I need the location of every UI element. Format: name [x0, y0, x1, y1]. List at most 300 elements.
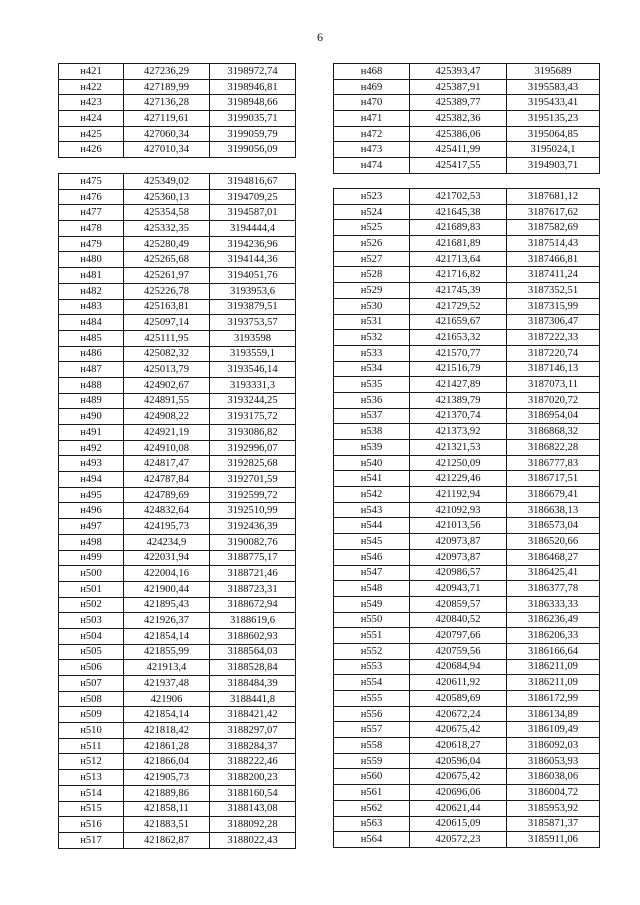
x-coordinate-cell: 421906 — [124, 691, 210, 707]
table-row — [59, 785, 296, 801]
point-id-cell: н514 — [59, 785, 124, 801]
x-coordinate-cell: 421645,38 — [410, 204, 507, 220]
y-coordinate-cell: 3193753,57 — [210, 315, 296, 331]
point-id-cell: н523 — [334, 189, 410, 205]
y-coordinate-cell: 3193244,25 — [210, 393, 296, 409]
x-coordinate-cell: 422004,16 — [124, 566, 210, 582]
point-id-cell: н493 — [59, 456, 124, 472]
table-row — [59, 79, 296, 95]
y-coordinate-cell: 3188143,08 — [210, 801, 296, 817]
x-coordinate-cell: 421370,74 — [410, 408, 507, 424]
x-coordinate-cell: 425354,58 — [124, 205, 210, 221]
point-id-cell: н516 — [59, 817, 124, 833]
point-id-cell: н544 — [334, 518, 410, 534]
x-coordinate-cell: 420840,52 — [410, 612, 507, 628]
y-coordinate-cell: 3192825,68 — [210, 456, 296, 472]
x-coordinate-cell: 421937,48 — [124, 676, 210, 692]
table-row — [334, 298, 600, 314]
y-coordinate-cell: 3198946,81 — [210, 79, 296, 95]
y-coordinate-cell: 3188484,39 — [210, 676, 296, 692]
x-coordinate-cell: 425417,55 — [410, 158, 507, 174]
x-coordinate-cell: 424195,73 — [124, 519, 210, 535]
point-id-cell: н499 — [59, 550, 124, 566]
point-id-cell: н551 — [334, 628, 410, 644]
x-coordinate-cell: 425360,13 — [124, 189, 210, 205]
point-id-cell: н478 — [59, 221, 124, 237]
point-id-cell: н496 — [59, 503, 124, 519]
y-coordinate-cell: 3188421,42 — [210, 707, 296, 723]
x-coordinate-cell: 427189,99 — [124, 79, 210, 95]
y-coordinate-cell: 3193086,82 — [210, 425, 296, 441]
point-id-cell: н473 — [334, 142, 410, 158]
y-coordinate-cell: 3188284,37 — [210, 738, 296, 754]
point-id-cell: н424 — [59, 111, 124, 127]
x-coordinate-cell: 421716,82 — [410, 267, 507, 283]
table-row — [334, 204, 600, 220]
table-row — [334, 314, 600, 330]
table-row — [59, 346, 296, 362]
y-coordinate-cell: 3192996,07 — [210, 440, 296, 456]
point-id-cell: н507 — [59, 676, 124, 692]
y-coordinate-cell: 3186573,04 — [507, 518, 600, 534]
y-coordinate-cell: 3186166,64 — [507, 643, 600, 659]
point-id-cell: н534 — [334, 361, 410, 377]
y-coordinate-cell: 3188528,84 — [210, 660, 296, 676]
table-row — [334, 64, 600, 80]
table-row — [59, 519, 296, 535]
point-id-cell: н479 — [59, 236, 124, 252]
point-id-cell: н511 — [59, 738, 124, 754]
x-coordinate-cell: 420859,57 — [410, 596, 507, 612]
table-row — [59, 613, 296, 629]
point-id-cell: н558 — [334, 738, 410, 754]
x-coordinate-cell: 427010,34 — [124, 142, 210, 158]
point-id-cell: н481 — [59, 268, 124, 284]
table-row — [334, 361, 600, 377]
x-coordinate-cell: 420696,06 — [410, 785, 507, 801]
point-id-cell: н556 — [334, 706, 410, 722]
y-coordinate-cell: 3188775,17 — [210, 550, 296, 566]
x-coordinate-cell: 424910,08 — [124, 440, 210, 456]
y-coordinate-cell: 3187146,13 — [507, 361, 600, 377]
x-coordinate-cell: 421745,39 — [410, 283, 507, 299]
table-row — [334, 534, 600, 550]
x-coordinate-cell: 420675,42 — [410, 722, 507, 738]
table-row — [59, 566, 296, 582]
point-id-cell: н486 — [59, 346, 124, 362]
table-row — [59, 174, 296, 190]
y-coordinate-cell: 3195064,85 — [507, 126, 600, 142]
table-row — [334, 800, 600, 816]
x-coordinate-cell: 425111,95 — [124, 330, 210, 346]
x-coordinate-cell: 421229,46 — [410, 471, 507, 487]
table-row — [59, 221, 296, 237]
point-id-cell: н501 — [59, 581, 124, 597]
x-coordinate-cell: 421895,43 — [124, 597, 210, 613]
table-row — [334, 565, 600, 581]
y-coordinate-cell: 3186172,99 — [507, 691, 600, 707]
y-coordinate-cell: 3195024,1 — [507, 142, 600, 158]
x-coordinate-cell: 425280,49 — [124, 236, 210, 252]
y-coordinate-cell: 3188022,43 — [210, 832, 296, 848]
point-id-cell: н525 — [334, 220, 410, 236]
table-row — [334, 189, 600, 205]
x-coordinate-cell: 421729,52 — [410, 298, 507, 314]
point-id-cell: н524 — [334, 204, 410, 220]
x-coordinate-cell: 427119,61 — [124, 111, 210, 127]
point-id-cell: н426 — [59, 142, 124, 158]
y-coordinate-cell: 3186377,78 — [507, 581, 600, 597]
table-row — [334, 471, 600, 487]
point-id-cell: н508 — [59, 691, 124, 707]
y-coordinate-cell: 3186109,49 — [507, 722, 600, 738]
table-row — [59, 283, 296, 299]
x-coordinate-cell: 425226,78 — [124, 283, 210, 299]
x-coordinate-cell: 424902,67 — [124, 377, 210, 393]
point-id-cell: н527 — [334, 251, 410, 267]
x-coordinate-cell: 425389,77 — [410, 95, 507, 111]
x-coordinate-cell: 427236,29 — [124, 64, 210, 80]
y-coordinate-cell: 3187306,47 — [507, 314, 600, 330]
x-coordinate-cell: 425082,32 — [124, 346, 210, 362]
table-row — [334, 581, 600, 597]
y-coordinate-cell: 3186092,03 — [507, 738, 600, 754]
table-row — [334, 455, 600, 471]
x-coordinate-cell: 420615,09 — [410, 816, 507, 832]
table-row — [334, 440, 600, 456]
point-id-cell: н562 — [334, 800, 410, 816]
y-coordinate-cell: 3186468,27 — [507, 549, 600, 565]
point-id-cell: н560 — [334, 769, 410, 785]
y-coordinate-cell: 3195583,43 — [507, 79, 600, 95]
x-coordinate-cell: 420797,66 — [410, 628, 507, 644]
table-row — [334, 753, 600, 769]
table-row — [59, 581, 296, 597]
x-coordinate-cell: 421570,77 — [410, 345, 507, 361]
point-id-cell: н483 — [59, 299, 124, 315]
table-row — [59, 205, 296, 221]
point-id-cell: н492 — [59, 440, 124, 456]
x-coordinate-cell: 420973,87 — [410, 534, 507, 550]
table-row — [59, 534, 296, 550]
x-coordinate-cell: 420572,23 — [410, 832, 507, 848]
x-coordinate-cell: 421321,53 — [410, 440, 507, 456]
table-row — [59, 503, 296, 519]
table-row — [334, 628, 600, 644]
x-coordinate-cell: 420759,56 — [410, 643, 507, 659]
y-coordinate-cell: 3188160,54 — [210, 785, 296, 801]
x-coordinate-cell: 425097,14 — [124, 315, 210, 331]
x-coordinate-cell: 421713,64 — [410, 251, 507, 267]
table-row — [334, 408, 600, 424]
table-row — [59, 456, 296, 472]
y-coordinate-cell: 3187582,69 — [507, 220, 600, 236]
y-coordinate-cell: 3193546,14 — [210, 362, 296, 378]
point-id-cell: н489 — [59, 393, 124, 409]
table-row — [59, 723, 296, 739]
point-id-cell: н506 — [59, 660, 124, 676]
point-id-cell: н537 — [334, 408, 410, 424]
table-row — [334, 330, 600, 346]
table-row — [59, 738, 296, 754]
y-coordinate-cell: 3199059,79 — [210, 126, 296, 142]
point-id-cell: н529 — [334, 283, 410, 299]
x-coordinate-cell: 421900,44 — [124, 581, 210, 597]
x-coordinate-cell: 420672,24 — [410, 706, 507, 722]
coordinates-table-left-bottom — [58, 173, 296, 849]
point-id-cell: н546 — [334, 549, 410, 565]
table-row — [334, 769, 600, 785]
table-row — [59, 126, 296, 142]
point-id-cell: н485 — [59, 330, 124, 346]
y-coordinate-cell: 3187220,74 — [507, 345, 600, 361]
table-row — [334, 832, 600, 848]
y-coordinate-cell: 3187020,72 — [507, 392, 600, 408]
y-coordinate-cell: 3194816,67 — [210, 174, 296, 190]
y-coordinate-cell: 3199056,09 — [210, 142, 296, 158]
point-id-cell: н476 — [59, 189, 124, 205]
x-coordinate-cell: 421192,94 — [410, 487, 507, 503]
point-id-cell: н500 — [59, 566, 124, 582]
point-id-cell: н536 — [334, 392, 410, 408]
y-coordinate-cell: 3194587,01 — [210, 205, 296, 221]
x-coordinate-cell: 420986,57 — [410, 565, 507, 581]
table-row — [59, 676, 296, 692]
x-coordinate-cell: 424817,47 — [124, 456, 210, 472]
y-coordinate-cell: 3194444,4 — [210, 221, 296, 237]
x-coordinate-cell: 421516,79 — [410, 361, 507, 377]
point-id-cell: н504 — [59, 628, 124, 644]
table-row — [334, 251, 600, 267]
coordinates-table-right-top — [333, 63, 600, 174]
x-coordinate-cell: 421013,56 — [410, 518, 507, 534]
x-coordinate-cell: 427060,34 — [124, 126, 210, 142]
point-id-cell: н553 — [334, 659, 410, 675]
x-coordinate-cell: 421389,79 — [410, 392, 507, 408]
y-coordinate-cell: 3198972,74 — [210, 64, 296, 80]
point-id-cell: н557 — [334, 722, 410, 738]
point-id-cell: н495 — [59, 487, 124, 503]
y-coordinate-cell: 3188672,94 — [210, 597, 296, 613]
x-coordinate-cell: 421681,89 — [410, 236, 507, 252]
point-id-cell: н490 — [59, 409, 124, 425]
y-coordinate-cell: 3188092,28 — [210, 817, 296, 833]
x-coordinate-cell: 420684,94 — [410, 659, 507, 675]
point-id-cell: н474 — [334, 158, 410, 174]
x-coordinate-cell: 421855,99 — [124, 644, 210, 660]
coordinates-table-right-bottom — [333, 188, 600, 848]
y-coordinate-cell: 3192436,39 — [210, 519, 296, 535]
x-coordinate-cell: 421889,86 — [124, 785, 210, 801]
x-coordinate-cell: 421905,73 — [124, 770, 210, 786]
y-coordinate-cell: 3187514,43 — [507, 236, 600, 252]
x-coordinate-cell: 421689,83 — [410, 220, 507, 236]
y-coordinate-cell: 3186004,72 — [507, 785, 600, 801]
x-coordinate-cell: 420589,69 — [410, 691, 507, 707]
point-id-cell: н526 — [334, 236, 410, 252]
point-id-cell: н547 — [334, 565, 410, 581]
table-row — [59, 236, 296, 252]
table-row — [59, 252, 296, 268]
x-coordinate-cell: 421854,14 — [124, 707, 210, 723]
point-id-cell: н422 — [59, 79, 124, 95]
y-coordinate-cell: 3194051,76 — [210, 268, 296, 284]
point-id-cell: н488 — [59, 377, 124, 393]
point-id-cell: н531 — [334, 314, 410, 330]
table-row — [334, 220, 600, 236]
table-row — [59, 707, 296, 723]
point-id-cell: н497 — [59, 519, 124, 535]
y-coordinate-cell: 3188441,8 — [210, 691, 296, 707]
table-row — [59, 189, 296, 205]
y-coordinate-cell: 3186333,33 — [507, 596, 600, 612]
y-coordinate-cell: 3187681,12 — [507, 189, 600, 205]
y-coordinate-cell: 3188619,6 — [210, 613, 296, 629]
point-id-cell: н491 — [59, 425, 124, 441]
x-coordinate-cell: 421861,28 — [124, 738, 210, 754]
table-row — [334, 79, 600, 95]
x-coordinate-cell: 421926,37 — [124, 613, 210, 629]
point-id-cell: н532 — [334, 330, 410, 346]
x-coordinate-cell: 420943,71 — [410, 581, 507, 597]
table-row — [334, 816, 600, 832]
y-coordinate-cell: 3188723,31 — [210, 581, 296, 597]
table-row — [334, 549, 600, 565]
table-row — [334, 738, 600, 754]
y-coordinate-cell: 3186679,41 — [507, 487, 600, 503]
y-coordinate-cell: 3187315,99 — [507, 298, 600, 314]
y-coordinate-cell: 3193953,6 — [210, 283, 296, 299]
point-id-cell: н472 — [334, 126, 410, 142]
table-row — [59, 315, 296, 331]
x-coordinate-cell: 425013,79 — [124, 362, 210, 378]
x-coordinate-cell: 425387,91 — [410, 79, 507, 95]
table-row — [59, 487, 296, 503]
point-id-cell: н540 — [334, 455, 410, 471]
y-coordinate-cell: 3193598 — [210, 330, 296, 346]
table-row — [59, 64, 296, 80]
x-coordinate-cell: 425332,35 — [124, 221, 210, 237]
table-row — [59, 377, 296, 393]
y-coordinate-cell: 3186206,33 — [507, 628, 600, 644]
table-row — [59, 817, 296, 833]
y-coordinate-cell: 3187466,81 — [507, 251, 600, 267]
table-row — [334, 502, 600, 518]
x-coordinate-cell: 424789,69 — [124, 487, 210, 503]
table-row — [59, 440, 296, 456]
table-row — [59, 472, 296, 488]
y-coordinate-cell: 3194903,71 — [507, 158, 600, 174]
point-id-cell: н564 — [334, 832, 410, 848]
y-coordinate-cell: 3193175,72 — [210, 409, 296, 425]
point-id-cell: н512 — [59, 754, 124, 770]
table-row — [59, 660, 296, 676]
table-row — [59, 393, 296, 409]
x-coordinate-cell: 421862,87 — [124, 832, 210, 848]
y-coordinate-cell: 3187073,11 — [507, 377, 600, 393]
x-coordinate-cell: 427136,28 — [124, 95, 210, 111]
table-row — [334, 691, 600, 707]
y-coordinate-cell: 3186717,51 — [507, 471, 600, 487]
x-coordinate-cell: 425386,06 — [410, 126, 507, 142]
table-row — [334, 706, 600, 722]
table-row — [59, 142, 296, 158]
table-row — [334, 392, 600, 408]
x-coordinate-cell: 424832,64 — [124, 503, 210, 519]
y-coordinate-cell: 3198948,66 — [210, 95, 296, 111]
y-coordinate-cell: 3188602,93 — [210, 628, 296, 644]
table-row — [59, 409, 296, 425]
point-id-cell: н535 — [334, 377, 410, 393]
table-row — [334, 596, 600, 612]
table-row — [334, 142, 600, 158]
x-coordinate-cell: 421866,04 — [124, 754, 210, 770]
y-coordinate-cell: 3185911,06 — [507, 832, 600, 848]
table-row — [59, 111, 296, 127]
table-row — [334, 659, 600, 675]
table-row — [334, 518, 600, 534]
table-row — [334, 424, 600, 440]
y-coordinate-cell: 3186777,83 — [507, 455, 600, 471]
table-row — [334, 785, 600, 801]
coordinates-table-left-top — [58, 63, 296, 158]
point-id-cell: н503 — [59, 613, 124, 629]
point-id-cell: н533 — [334, 345, 410, 361]
x-coordinate-cell: 421373,92 — [410, 424, 507, 440]
table-row — [334, 95, 600, 111]
x-coordinate-cell: 424908,22 — [124, 409, 210, 425]
x-coordinate-cell: 425265,68 — [124, 252, 210, 268]
y-coordinate-cell: 3195135,23 — [507, 111, 600, 127]
y-coordinate-cell: 3185871,37 — [507, 816, 600, 832]
x-coordinate-cell: 424787,84 — [124, 472, 210, 488]
point-id-cell: н468 — [334, 64, 410, 80]
y-coordinate-cell: 3193879,51 — [210, 299, 296, 315]
point-id-cell: н545 — [334, 534, 410, 550]
y-coordinate-cell: 3188721,46 — [210, 566, 296, 582]
table-row — [59, 95, 296, 111]
x-coordinate-cell: 422031,94 — [124, 550, 210, 566]
y-coordinate-cell: 3199035,71 — [210, 111, 296, 127]
point-id-cell: н487 — [59, 362, 124, 378]
x-coordinate-cell: 425261,97 — [124, 268, 210, 284]
x-coordinate-cell: 421854,14 — [124, 628, 210, 644]
x-coordinate-cell: 421913,4 — [124, 660, 210, 676]
table-row — [334, 236, 600, 252]
point-id-cell: н471 — [334, 111, 410, 127]
table-row — [334, 283, 600, 299]
table-row — [334, 377, 600, 393]
y-coordinate-cell: 3194709,25 — [210, 189, 296, 205]
point-id-cell: н538 — [334, 424, 410, 440]
x-coordinate-cell: 421092,93 — [410, 502, 507, 518]
x-coordinate-cell: 420611,92 — [410, 675, 507, 691]
table-row — [334, 675, 600, 691]
y-coordinate-cell: 3195689 — [507, 64, 600, 80]
table-row — [334, 111, 600, 127]
point-id-cell: н482 — [59, 283, 124, 299]
table-row — [334, 722, 600, 738]
point-id-cell: н502 — [59, 597, 124, 613]
x-coordinate-cell: 421250,09 — [410, 455, 507, 471]
y-coordinate-cell: 3192701,59 — [210, 472, 296, 488]
point-id-cell: н552 — [334, 643, 410, 659]
y-coordinate-cell: 3186868,32 — [507, 424, 600, 440]
y-coordinate-cell: 3188222,46 — [210, 754, 296, 770]
x-coordinate-cell: 421653,32 — [410, 330, 507, 346]
x-coordinate-cell: 425411,99 — [410, 142, 507, 158]
table-row — [59, 550, 296, 566]
